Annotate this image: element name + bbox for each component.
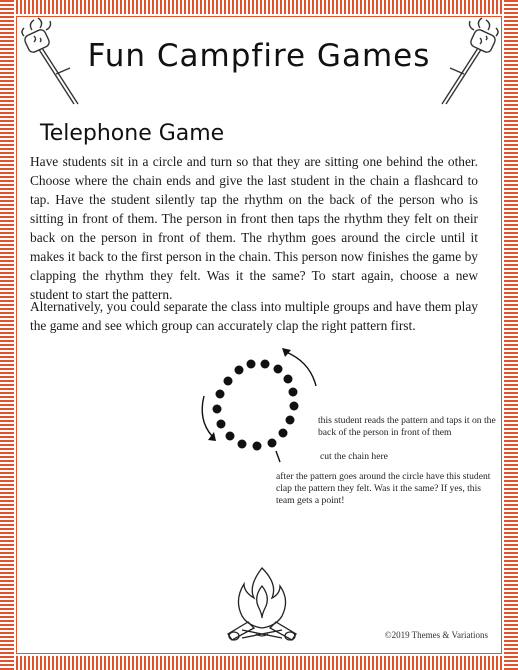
student-dot — [235, 366, 244, 375]
student-dot — [253, 442, 262, 451]
student-dot — [247, 360, 256, 369]
student-dot — [268, 439, 277, 448]
student-dot — [213, 405, 222, 414]
student-dot — [217, 420, 226, 429]
student-dot — [224, 377, 233, 386]
student-dot — [261, 360, 270, 369]
student-dot — [286, 416, 295, 425]
student-dot — [290, 402, 299, 411]
campfire-icon — [220, 562, 304, 644]
student-dot — [279, 429, 288, 438]
student-dot — [216, 390, 225, 399]
student-dot — [238, 440, 247, 449]
student-dot — [289, 388, 298, 397]
end-student-note: after the pattern goes around the circle have this student clap the pattern they felt. Was it the same? If yes, this team gets a point! — [276, 471, 491, 506]
student-dot — [226, 432, 235, 441]
student-dot — [284, 375, 293, 384]
student-dot — [274, 365, 283, 374]
copyright-text: ©2019 Themes & Variations — [384, 630, 488, 640]
section-title: Telephone Game — [40, 121, 225, 146]
instructions-paragraph: Have students sit in a circle and turn so that they are sitting one behind the other. Choose where the chain ends and give the last student in the chain a flashcard to tap. Have the student silently tap the rhythm on the back of the person who is sitting in front of them. The person in front then taps the rhythm they felt on their back on the person in front of them. The rhythm goes around the circle until it makes it back to the first person in the chain. This person now finishes the game by clapping the rhythm they felt. Was it the same? To start again, choose a new student to start the pattern. — [30, 154, 478, 302]
border-stripe-right — [504, 0, 518, 670]
alternative-paragraph: Alternatively, you could separate the class into multiple groups and have them play the game and see which group can accurately clap the right pattern first. — [30, 299, 478, 333]
cut-chain-note: cut the chain here — [320, 451, 388, 462]
direction-arrow-left — [202, 396, 212, 436]
page-title: Fun Campfire Games — [87, 38, 431, 74]
cut-mark — [276, 451, 280, 462]
border-inner-line — [16, 16, 502, 654]
student-circle-diagram — [190, 346, 330, 476]
start-student-note: this student reads the pattern and taps it on the back of the person in front of them — [318, 415, 496, 438]
border-stripe-bottom — [0, 656, 518, 670]
border-stripe-left — [0, 0, 14, 670]
